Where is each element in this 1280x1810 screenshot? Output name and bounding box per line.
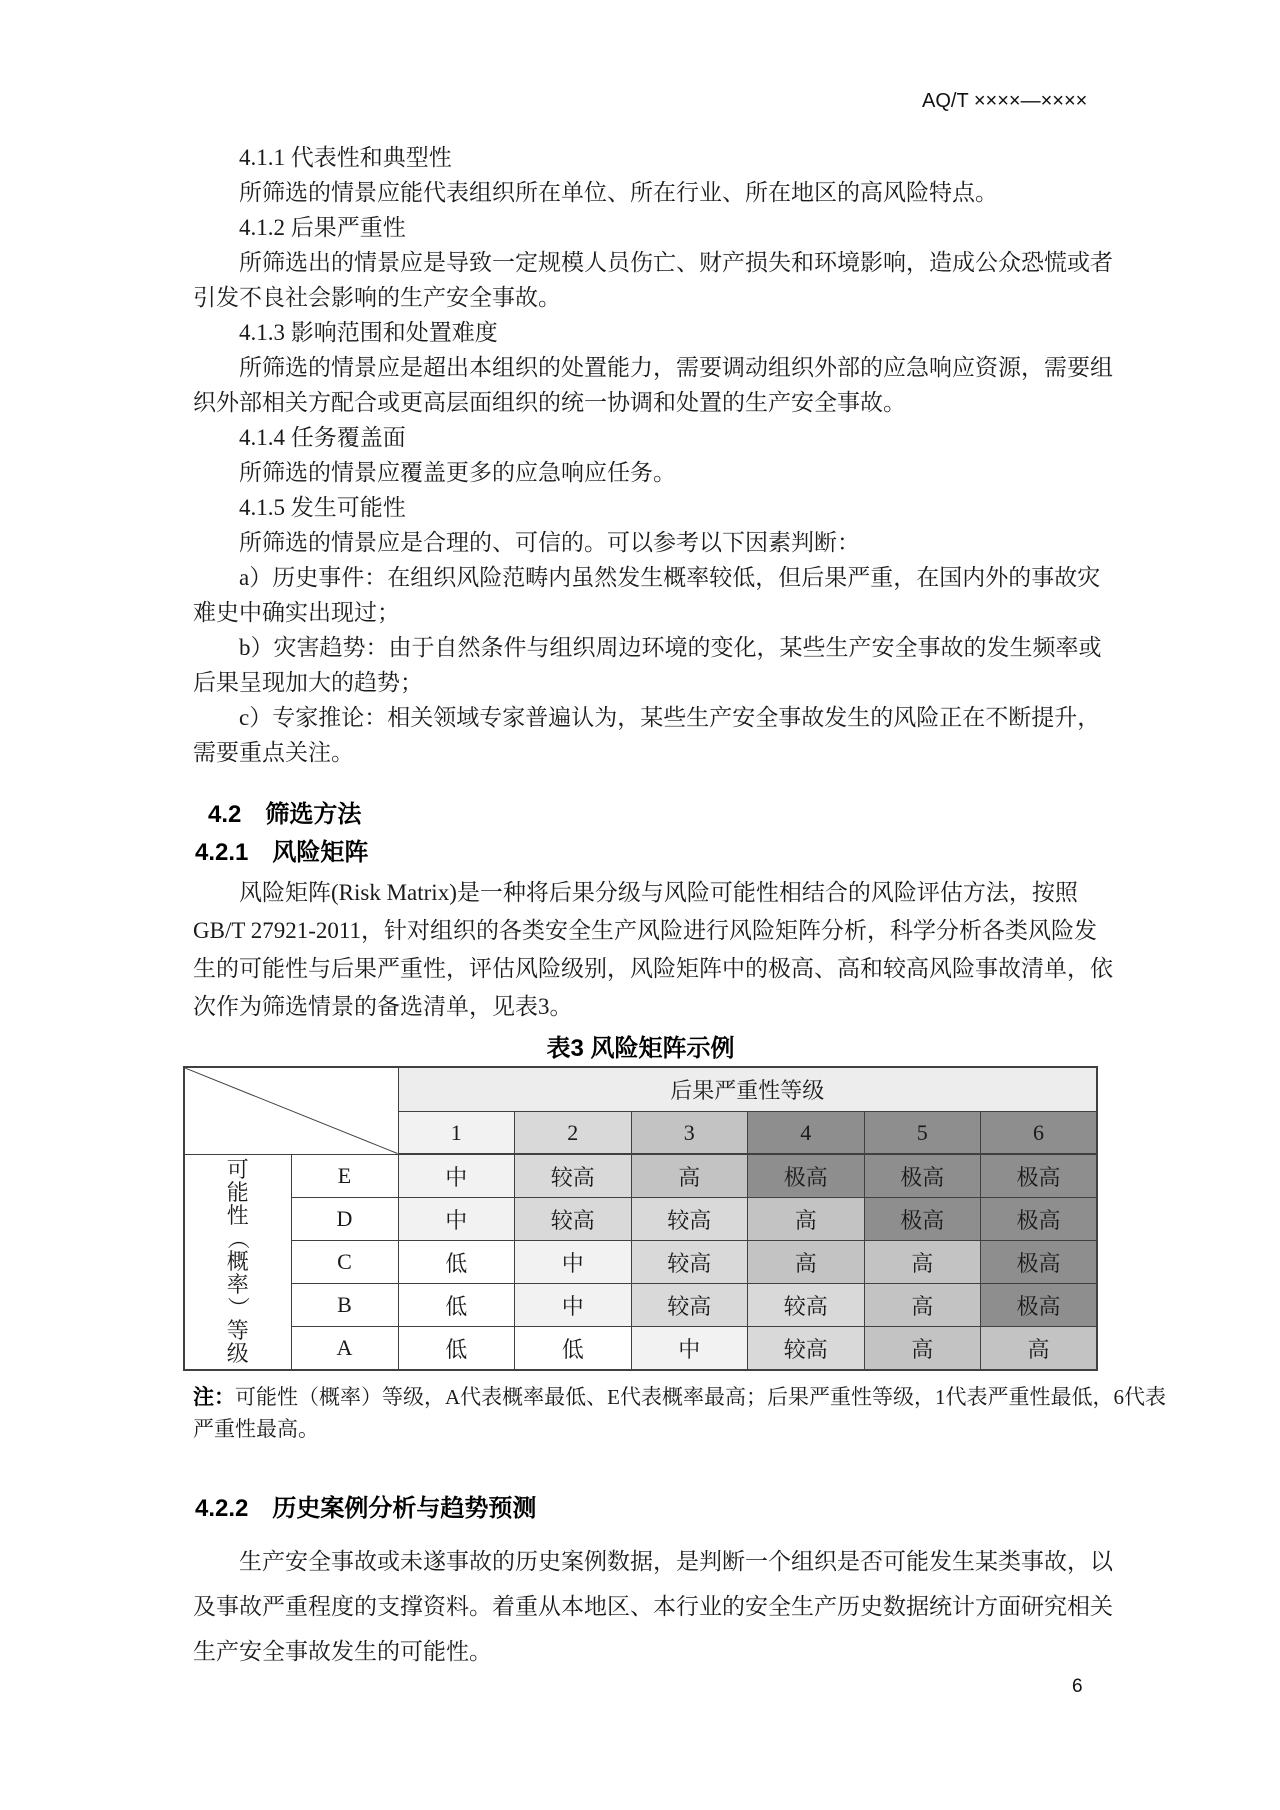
severity-level-cell: 1 [398, 1112, 515, 1155]
section-4-1-body [193, 140, 1123, 770]
severity-level-cell: 6 [981, 1112, 1098, 1155]
matrix-row [184, 1198, 1097, 1241]
text-line: 后果呈现加大的趋势； [193, 670, 423, 695]
risk-cell: 较高 [631, 1198, 748, 1241]
page-number: 6 [1072, 1676, 1083, 1697]
risk-cell: 高 [981, 1327, 1098, 1371]
text-line: 所筛选的情景应是合理的、可信的。可以参考以下因素判断： [239, 530, 860, 555]
diagonal-cell [184, 1067, 398, 1154]
text-line: GB/T 27921-2011，针对组织的各类安全生产风险进行风险矩阵分析，科学分析各类风险发 [193, 918, 1098, 943]
likelihood-level-cell: C [291, 1241, 398, 1284]
likelihood-level-cell: E [291, 1154, 398, 1198]
vchar: 能 [226, 1180, 249, 1206]
vchar: 率 [226, 1272, 249, 1298]
risk-cell: 较高 [748, 1284, 865, 1327]
severity-header-cell: 后果严重性等级 [398, 1067, 1097, 1112]
paragraph-4-2-2 [193, 1539, 1123, 1674]
likelihood-header-text [185, 1158, 291, 1365]
likelihood-level-cell: D [291, 1198, 398, 1241]
vchar: 可 [226, 1157, 249, 1183]
risk-cell: 高 [631, 1154, 748, 1198]
heading-4-2: 4.2 筛选方法 [208, 801, 362, 828]
text-line: 及事故严重程度的支撑资料。着重从本地区、本行业的安全生产历史数据统计方面研究相关 [193, 1594, 1113, 1619]
risk-cell: 较高 [631, 1284, 748, 1327]
severity-level-cell: 3 [631, 1112, 748, 1155]
text-line: 所筛选的情景应覆盖更多的应急响应任务。 [239, 460, 676, 485]
vchar: 级 [226, 1341, 249, 1367]
paragraph-4-2-1 [193, 874, 1123, 1026]
table-header-row [184, 1067, 1097, 1112]
risk-cell: 高 [864, 1327, 981, 1371]
risk-cell: 较高 [631, 1241, 748, 1284]
diagonal-line-icon [185, 1068, 398, 1154]
risk-cell: 高 [748, 1241, 865, 1284]
risk-cell: 极高 [981, 1241, 1098, 1284]
text-line: 所筛选的情景应是超出本组织的处置能力，需要调动组织外部的应急响应资源，需要组 [239, 355, 1113, 380]
text-line: 所筛选出的情景应是导致一定规模人员伤亡、财产损失和环境影响，造成公众恐慌或者 [239, 250, 1113, 275]
risk-cell: 极高 [981, 1284, 1098, 1327]
note-text: 可能性（概率）等级，A代表概率最低、E代表概率最高；后果严重性等级，1代表严重性最低，6代表 [235, 1385, 1166, 1409]
risk-cell: 低 [398, 1327, 515, 1371]
risk-cell: 极高 [748, 1154, 865, 1198]
text-line: b）灾害趋势：由于自然条件与组织周边环境的变化，某些生产安全事故的发生频率或 [239, 635, 1102, 660]
risk-cell: 较高 [515, 1198, 632, 1241]
vchar: 等 [226, 1318, 249, 1344]
likelihood-level-cell: A [291, 1327, 398, 1371]
vchar: 性 [226, 1203, 249, 1229]
risk-cell: 低 [398, 1284, 515, 1327]
risk-cell: 极高 [864, 1154, 981, 1198]
risk-cell: 高 [864, 1284, 981, 1327]
heading-4-2-1: 4.2.1 风险矩阵 [195, 839, 369, 866]
severity-level-cell: 5 [864, 1112, 981, 1155]
heading-4-2-2: 4.2.2 历史案例分析与趋势预测 [195, 1495, 537, 1522]
severity-level-cell: 4 [748, 1112, 865, 1155]
text-line: 需要重点关注。 [193, 740, 354, 765]
text-line: 风险矩阵(Risk Matrix)是一种将后果分级与风险可能性相结合的风险评估方法，按照 [239, 880, 1078, 905]
matrix-row [184, 1154, 1097, 1198]
matrix-row [184, 1284, 1097, 1327]
risk-cell: 中 [515, 1284, 632, 1327]
standard-number: AQ/T ××××—×××× [922, 90, 1088, 112]
text-line: 4.1.1 代表性和典型性 [239, 145, 452, 170]
table-note [193, 1381, 1166, 1445]
risk-cell: 中 [631, 1327, 748, 1371]
risk-cell: 较高 [748, 1327, 865, 1371]
note-line [193, 1381, 1166, 1413]
likelihood-level-cell: B [291, 1284, 398, 1327]
text-line: 4.1.5 发生可能性 [239, 495, 406, 520]
text-line: 所筛选的情景应能代表组织所在单位、所在行业、所在地区的高风险特点。 [239, 180, 998, 205]
risk-cell: 中 [515, 1241, 632, 1284]
text-line: 4.1.3 影响范围和处置难度 [239, 320, 498, 345]
risk-cell: 极高 [864, 1198, 981, 1241]
risk-matrix-table [183, 1066, 1098, 1371]
text-line: 生产安全事故或未遂事故的历史案例数据，是判断一个组织是否可能发生某类事故，以 [239, 1549, 1113, 1574]
vchar: ） [225, 1296, 251, 1319]
note-prefix: 注： [193, 1386, 235, 1409]
table-caption: 表3 风险矩阵示例 [546, 1035, 735, 1062]
risk-cell: 低 [515, 1327, 632, 1371]
vchar: 概 [226, 1249, 249, 1275]
text-line: 4.1.2 后果严重性 [239, 215, 406, 240]
likelihood-header-cell [184, 1154, 291, 1370]
text-line: 4.1.4 任务覆盖面 [239, 425, 406, 450]
risk-cell: 高 [748, 1198, 865, 1241]
risk-cell: 极高 [981, 1198, 1098, 1241]
risk-cell: 较高 [515, 1154, 632, 1198]
risk-cell: 极高 [981, 1154, 1098, 1198]
text-line: 织外部相关方配合或更高层面组织的统一协调和处置的生产安全事故。 [193, 390, 906, 415]
matrix-row [184, 1327, 1097, 1371]
risk-cell: 中 [398, 1154, 515, 1198]
text-line: 难史中确实出现过； [193, 600, 400, 625]
matrix-row [184, 1241, 1097, 1284]
risk-cell: 中 [398, 1198, 515, 1241]
risk-cell: 低 [398, 1241, 515, 1284]
text-line: 生产安全事故发生的可能性。 [193, 1639, 492, 1664]
vchar: （ [225, 1227, 251, 1250]
page-content [193, 140, 1166, 1674]
note-line: 严重性最高。 [193, 1417, 319, 1441]
text-line: 引发不良社会影响的生产安全事故。 [193, 285, 561, 310]
text-line: c）专家推论：相关领域专家普遍认为，某些生产安全事故发生的风险正在不断提升， [239, 705, 1101, 730]
text-line: a）历史事件：在组织风险范畴内虽然发生概率较低，但后果严重，在国内外的事故灾 [239, 565, 1101, 590]
risk-cell: 高 [864, 1241, 981, 1284]
text-line: 次作为筛选情景的备选清单，见表3。 [193, 994, 573, 1019]
severity-level-cell: 2 [515, 1112, 632, 1155]
text-line: 生的可能性与后果严重性，评估风险级别，风险矩阵中的极高、高和较高风险事故清单，依 [193, 956, 1113, 981]
